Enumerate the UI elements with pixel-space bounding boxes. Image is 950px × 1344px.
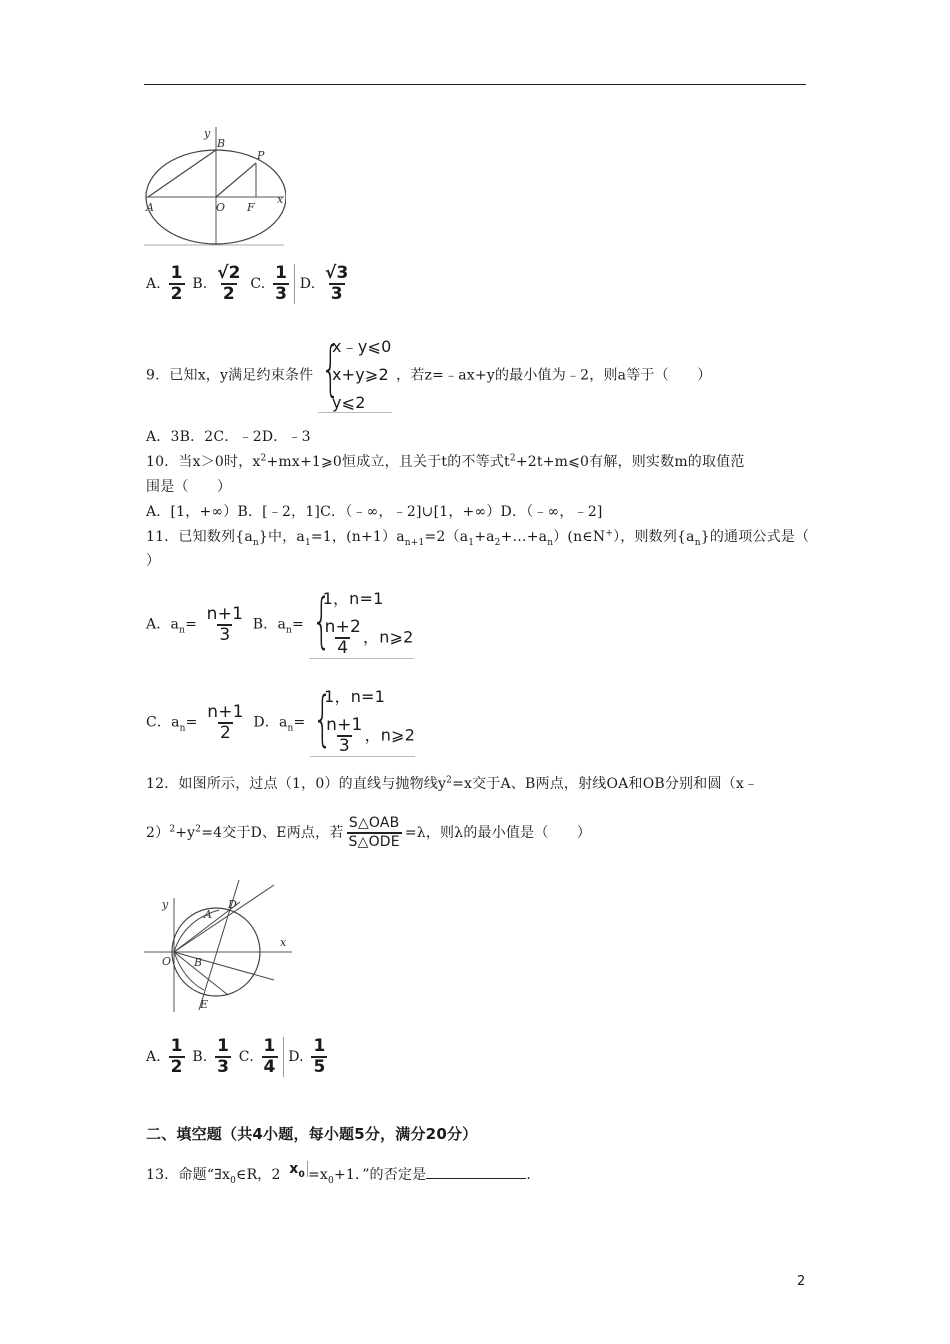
label-x: x xyxy=(280,936,287,949)
q12-options xyxy=(146,1037,330,1077)
q8-option-d-label: D. xyxy=(299,276,316,292)
q12-option-d-fraction: $\frac{1}{5}$ xyxy=(313,1036,326,1077)
label-A: A xyxy=(204,908,212,921)
q11-line1: 11．已知数列$\{a_n\}$中，$a_1=1$，$(n+1)a_{n+1}=2(a_1+a_2+\dots+a_n)(n\in N^+)$，则数列$\{a_n\}$的通项公式是（ xyxy=(146,528,810,548)
q12-line1: 12．如图所示，过点（1，0）的直线与抛物线$y^2=x$交于A、B两点，射线OA和OB分别和圆（x﹣ xyxy=(146,775,759,792)
q11-option-d-label: D．a xyxy=(253,714,288,731)
q12-option-a-label: A. xyxy=(146,1049,161,1065)
label-O: O xyxy=(216,201,226,214)
q12-ratio: $\frac{\text{S△OAB}}{\text{S△ODE}}$ xyxy=(348,815,400,850)
circle-parabola-figure xyxy=(144,880,294,1015)
q13-answer-blank[interactable] xyxy=(426,1164,526,1179)
q9-prefix: 9．已知x，y满足约束条件 xyxy=(146,367,314,384)
page-number: 2 xyxy=(797,1274,806,1289)
q9-suffix: ，若z=﹣ax+y的最小值为﹣2，则a等于（ ） xyxy=(396,367,712,384)
q12-option-d-label: D. xyxy=(288,1049,304,1065)
q11-option-a-fraction: $\frac{n+1}{3}$ xyxy=(206,603,244,645)
label-F: F xyxy=(247,201,255,214)
q13-exponent: $x_0$ xyxy=(289,1161,308,1177)
q9-question xyxy=(146,334,712,413)
q12-option-b-label: B. xyxy=(192,1049,208,1065)
label-O: O xyxy=(162,955,172,968)
q9-options: A．3B．2C．﹣2D．﹣3 xyxy=(146,429,311,445)
q11-option-c-label: C．a xyxy=(146,714,180,731)
q11-options-cd: C．$a_n=$ $\frac{n+1}{2}$ D．$a_n=$ { 1，n=1 $\frac{n+1}{3}$ ，n⩾2 xyxy=(146,684,416,756)
q11-option-b-label: B．a xyxy=(252,616,286,633)
q12-option-b-fraction: $\frac{1}{3}$ xyxy=(217,1036,230,1077)
q8-option-c-label: C. xyxy=(250,276,266,292)
label-B: B xyxy=(217,137,226,150)
q8-option-b-fraction: $\frac{√2}{2}$ xyxy=(217,263,241,304)
label-B: B xyxy=(194,956,203,969)
label-D: D xyxy=(228,898,237,911)
label-E: E xyxy=(200,998,209,1011)
ellipse-figure xyxy=(144,125,286,247)
q12-line2: $2)^2+y^2=4$交于D、E两点，若 $\frac{\text{S△OAB}}{\text{S△ODE}}$ =λ，则λ的最小值是（ ） xyxy=(146,815,592,850)
q11-option-d-piecewise: { 1，n=1 $\frac{n+1}{3}$ ，n⩾2 xyxy=(310,688,415,757)
q8-options xyxy=(146,264,354,304)
label-y: y xyxy=(204,127,211,140)
q8-option-a-fraction: $\frac{1}{2}$ xyxy=(170,263,183,304)
label-y: y xyxy=(162,898,169,911)
label-x: x xyxy=(277,193,284,206)
q11-line2: ） xyxy=(146,553,161,569)
q12-option-c-fraction: $\frac{1}{4}$ xyxy=(263,1036,276,1077)
q11-options-ab: A．$a_n=$ $\frac{n+1}{3}$ B．$a_n=$ { 1，n=1 $\frac{n+2}{4}$ ，n⩾2 xyxy=(146,586,414,658)
q13-question: 13．命题“$\exists x_0\in R$，2 $x_0 =x_0+1$．”的否定是 ． xyxy=(146,1161,541,1186)
q10-line1: 10．当x＞0时，$x^2+mx+1⩾0$恒成立，且关于t的不等式$t^2+2t+m⩽0$有解，则实数m的取值范 xyxy=(146,453,745,470)
label-A: A xyxy=(146,201,154,214)
q8-option-d-fraction: $\frac{√3}{3}$ xyxy=(325,263,349,304)
q8-option-c-fraction: $\frac{1}{3}$ xyxy=(275,263,288,304)
q12-option-a-fraction: $\frac{1}{2}$ xyxy=(170,1036,183,1077)
label-P: P xyxy=(257,149,265,162)
q9-constraint-1: x﹣y⩽0 xyxy=(331,337,392,356)
q11-option-a-label: A．a xyxy=(146,616,180,633)
q12-option-c-label: C. xyxy=(238,1049,254,1065)
section-title: 二、填空题（共4小题，每小题5分，满分20分） xyxy=(146,1125,478,1143)
q8-option-a-label: A. xyxy=(146,276,161,292)
q11-option-b-piecewise: { 1，n=1 $\frac{n+2}{4}$ ，n⩾2 xyxy=(309,590,414,659)
q10-options: A．[1，+∞）B．[﹣2，1]C．（﹣∞，﹣2]∪[1，+∞）D．（﹣∞，﹣2] xyxy=(146,504,603,520)
q11-option-c-fraction: $\frac{n+1}{2}$ xyxy=(207,701,244,743)
q8-option-b-label: B. xyxy=(192,276,208,292)
q9-constraint-2: x+y⩾2 xyxy=(331,365,389,384)
q9-constraint-3: y⩽2 xyxy=(331,393,366,412)
q10-line2: 围是（ ） xyxy=(146,479,232,495)
q9-constraint-system: { x﹣y⩽0 x+y⩾2 y⩽2 xyxy=(318,338,392,413)
header-rule xyxy=(144,84,806,85)
